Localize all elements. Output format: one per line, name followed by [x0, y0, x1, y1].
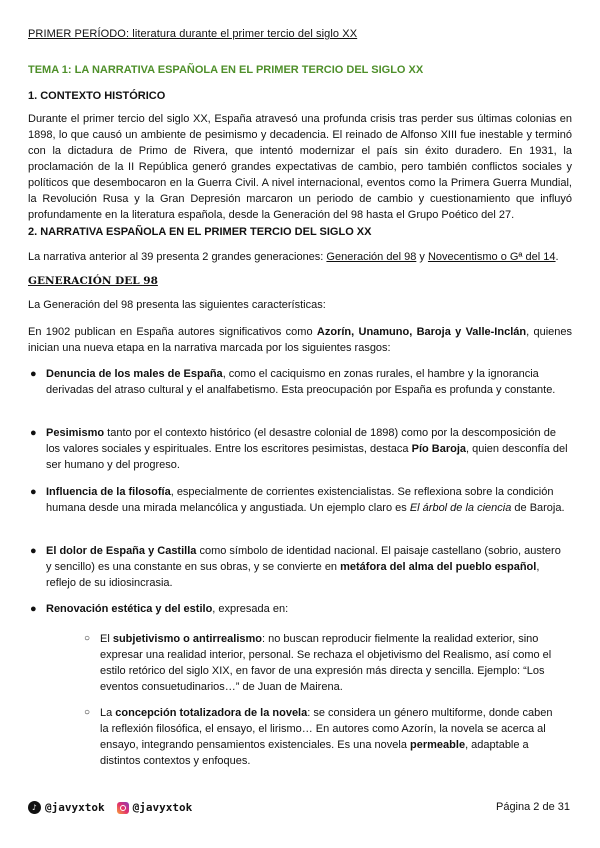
bullet-bold: Renovación estética y del estilo [46, 603, 213, 615]
sub-bold: concepción totalizadora de la novela [115, 707, 308, 719]
bullet-text-2: , quien desconfía del ser humano y del progreso. [46, 443, 568, 471]
bullet-text: , especialmente de corrientes existencialistas. Se reflexiona sobre la condición humana desde una mirada melancólica y angustiada. Un ejemplo claro es [46, 486, 554, 514]
tiktok-handle[interactable]: @javyxtok [45, 801, 105, 814]
sub-before: La [100, 707, 116, 719]
section2-connector: y [416, 251, 428, 263]
bullet-text: tanto por el contexto histórico (el desastre colonial de 1898) como por la descomposición de los valores sociales y espirituales. Entre los escritores pesimistas, destaca [46, 427, 556, 455]
bullet-bold: Pesimismo [46, 427, 105, 439]
tiktok-icon: ♪ [28, 801, 41, 814]
bullet-icon: ● [30, 545, 37, 557]
footer-social [28, 801, 192, 814]
context-after: , quienes inician una nueva etapa en la narrativa marcada por los siguientes rasgos: [28, 326, 572, 354]
bullet-text: , como el caciquismo en zonas rurales, el hambre y la ignorancia derivadas del atraso cultural y el analfabetismo. Esta preocupación por España es profunda y constante. [46, 368, 556, 396]
section1-paragraph: Durante el primer tercio del siglo XX, España atravesó una profunda crisis tras perder sus últimas colonias en 1898, lo que causó un ambiente de pesimismo y decadencia. El reinado de Alfonso XIII fue inestable y terminó con la dictadura de Primo de Rivera, que intentó modernizar el país sin éxito duradero. En 1931, la proclamación de la II República generó grandes expectativas de cambio, pero también conflictos sociales y políticos que desembocaron en la Guerra Civil. A nivel internacional, eventos como la Primera Guerra Mundial, la Revolución Rusa y la Gran Depresión marcaron un periodo de cambio y cuestionamiento que influyó profundamente en la literatura española, desde la Generación del 98 hasta el Grupo Poético del 27. [28, 113, 572, 221]
generacion98-heading: GENERACIÓN DEL 98 [28, 275, 158, 287]
bullet-icon: ● [30, 603, 37, 615]
sub-text: : no buscan reproducir fielmente la realidad exterior, sino expresar una realidad interior, personal. Se rechaza el objetivismo del Realismo, así como el estilo retórico del siglo XIX, en favor de una expresión más directa y sencilla. Ejemplo: “Los eventos consuetudinarios…” de Juan de Mairena. [100, 633, 552, 693]
section2-heading: 2. NARRATIVA ESPAÑOLA EN EL PRIMER TERCIO DEL SIGLO XX [28, 226, 372, 238]
bullet-icon: ● [30, 486, 37, 498]
circle-bullet-icon: ○ [84, 707, 91, 718]
bullet-text-2: , reflejo de su idiosincrasia. [46, 561, 540, 589]
list-item [30, 601, 568, 617]
bullet-bold-2: Pío Baroja [411, 443, 467, 455]
section2-end: . [555, 251, 559, 263]
bullet-bold: El dolor de España y Castilla [46, 545, 197, 557]
context-before: En 1902 publican en España autores significativos como [28, 326, 317, 338]
running-header: PRIMER PERÍODO: literatura durante el primer tercio del siglo XX [28, 28, 358, 40]
section2-intro-text: La narrativa anterior al 39 presenta 2 grandes generaciones: [28, 251, 327, 263]
sub-list-item [84, 631, 560, 695]
sub-before: El [100, 633, 113, 645]
circle-bullet-icon: ○ [84, 633, 91, 644]
sub-list-item [84, 705, 560, 769]
generacion-98-link[interactable]: Generación del 98 [326, 251, 417, 263]
page-number: Página 2 de 31 [495, 801, 570, 813]
bullet-icon: ● [30, 427, 37, 439]
generacion98-context [28, 324, 572, 356]
bullet-bold: Denuncia de los males de España [46, 368, 223, 380]
bullet-text: como símbolo de identidad nacional. El paisaje castellano (sobrio, austero y sencillo) es una constante en sus obras, y se convierte en [46, 545, 561, 573]
sub-text-2: , adaptable a distintos contextos y enfoques. [100, 739, 529, 767]
list-item [30, 366, 568, 398]
bullet-bold-2: metáfora del alma del pueblo español [340, 561, 537, 573]
sub-bold-2: permeable [410, 739, 466, 751]
list-item [30, 484, 568, 516]
bullet-bold: Influencia de la filosofía [46, 486, 171, 498]
bullet-text: , expresada en: [212, 603, 289, 615]
instagram-icon [117, 802, 129, 814]
novecentismo-link[interactable]: Novecentismo o Gª del 14 [427, 251, 556, 263]
context-authors: Azorín, Unamuno, Baroja y Valle-Inclán [316, 326, 527, 338]
sub-text: : se considera un género multiforme, donde caben la reflexión filosófica, el ensayo, el lirismo… En autores como Azorín, la novela se acerca al ensayo, integrando pensamientos existenciales. Es una novela [100, 707, 553, 751]
bullet-text-2: de Baroja. [511, 502, 565, 514]
bullet-icon: ● [30, 368, 37, 380]
generacion98-intro: La Generación del 98 presenta las siguientes características: [28, 299, 326, 311]
list-item [30, 543, 568, 591]
sub-bold: subjetivismo o antirrealismo [112, 633, 262, 645]
section1-heading: 1. CONTEXTO HISTÓRICO [28, 90, 166, 102]
section2-intro [28, 251, 559, 263]
tema-title: TEMA 1: LA NARRATIVA ESPAÑOLA EN EL PRIMER TERCIO DEL SIGLO XX [28, 64, 424, 76]
instagram-handle[interactable]: @javyxtok [132, 801, 193, 814]
bullet-italic: El árbol de la ciencia [409, 502, 512, 514]
list-item [30, 425, 568, 473]
